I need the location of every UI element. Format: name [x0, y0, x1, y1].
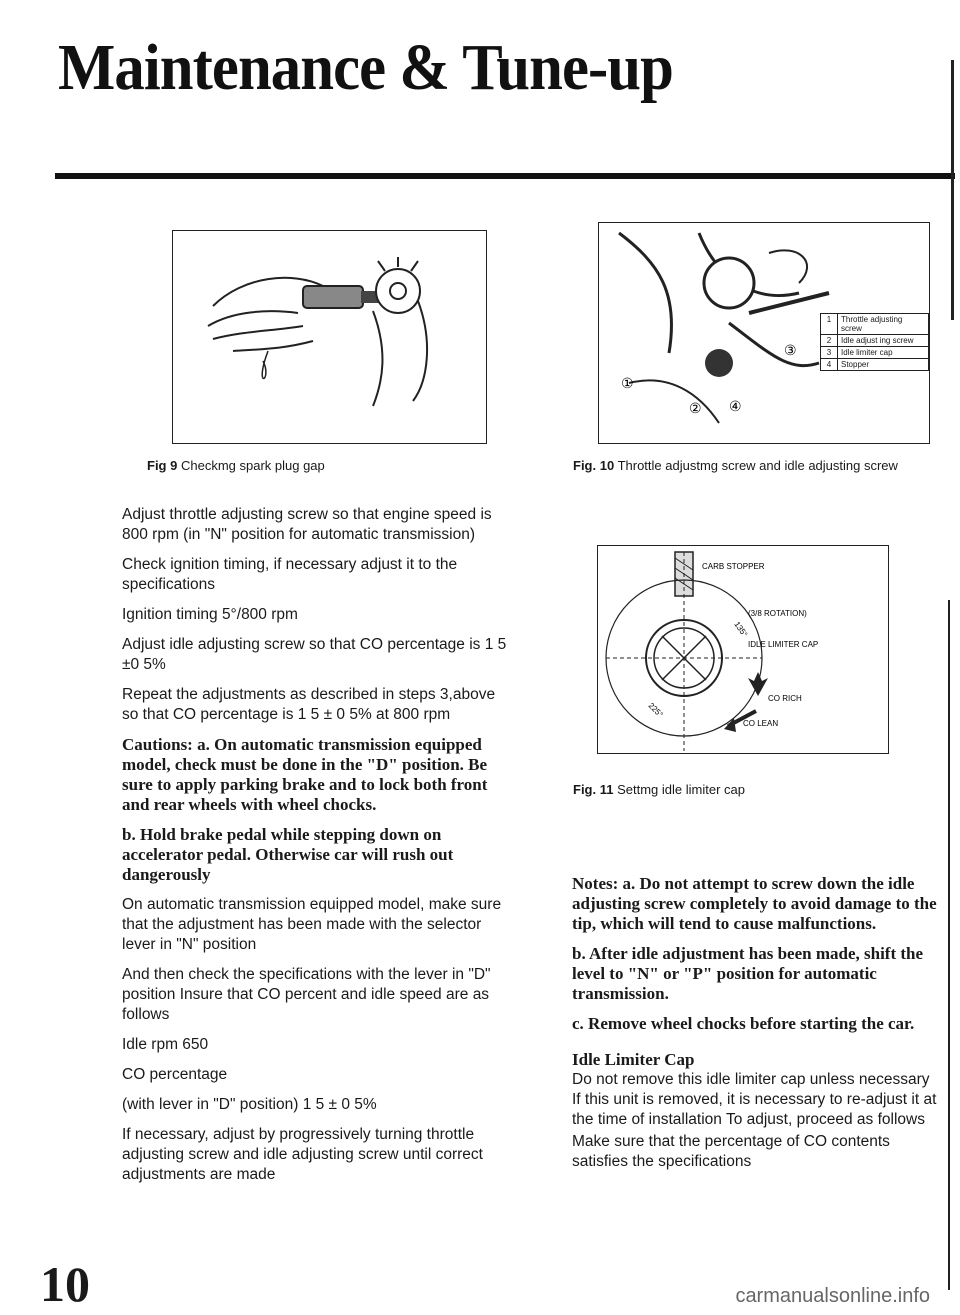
- legend-text: Idle limiter cap: [838, 347, 929, 359]
- page-title: Maintenance & Tune-up: [58, 31, 673, 104]
- fig11-caption: [573, 782, 903, 797]
- paragraph-adjust-throttle: Adjust throttle adjusting screw so that engine speed is 800 rpm (in "N" position for automatic transmission): [122, 506, 492, 543]
- paragraph-co-percentage: CO percentage: [122, 1066, 228, 1083]
- legend-text: Stopper: [838, 359, 929, 371]
- legend-num: 3: [821, 347, 838, 359]
- paragraph-do-not-remove: Do not remove this idle limiter cap unless necessary If this unit is removed, it is necessary to re-adjust it at the time of installation To adjust, proceed as follows: [572, 1071, 937, 1128]
- fig11-illustration: [597, 545, 889, 754]
- watermark: carmanualsonline.info: [735, 1285, 930, 1307]
- fig10-caption: [573, 458, 943, 473]
- fig11-limiter-cap-diagram: [598, 546, 888, 753]
- paragraph-make-sure: Make sure that the percentage of CO contents satisfies the specifications: [572, 1133, 890, 1170]
- legend-text: Idle adjust ing screw: [838, 335, 929, 347]
- title-rule: [55, 173, 955, 179]
- fig9-caption-text: Checkmg spark plug gap: [180, 458, 325, 473]
- paragraph-repeat: Repeat the adjustments as described in steps 3,above so that CO percentage is 1 5 ± 0 5% at 800 rpm: [122, 686, 496, 723]
- right-column: [572, 874, 937, 1182]
- fig10-illustration: [598, 222, 930, 444]
- fig10-callout-4: ④: [729, 398, 742, 414]
- fig10-caption-text: Throttle adjustmg screw and idle adjusting screw: [617, 458, 898, 473]
- fig11-caption-text: Settmg idle limiter cap: [617, 782, 745, 797]
- note-c: c. Remove wheel chocks before starting the car.: [572, 1014, 915, 1033]
- page-edge-shadow-lower: [948, 600, 950, 1290]
- legend-num: 4: [821, 359, 838, 371]
- paragraph-if-necessary: If necessary, adjust by progressively turning throttle adjusting screw and idle adjusting screw until correct adjustments are made: [122, 1126, 483, 1183]
- page-number: 10: [40, 1256, 90, 1312]
- legend-num: 1: [821, 314, 838, 335]
- legend-num: 2: [821, 335, 838, 347]
- legend-row: [821, 359, 929, 371]
- paragraph-ignition-timing: Ignition timing 5°/800 rpm: [122, 606, 298, 623]
- label-carb-stopper: CARB STOPPER: [702, 562, 765, 571]
- paragraph-idle-rpm: Idle rpm 650: [122, 1036, 209, 1053]
- paragraph-check-ignition: Check ignition timing, if necessary adjust it to the specifications: [122, 556, 458, 593]
- caution-b: b. Hold brake pedal while stepping down on accelerator pedal. Otherwise car will rush out dangerously: [122, 825, 454, 884]
- legend-text: Throttle adjusting screw: [838, 314, 929, 335]
- note-a: Notes: a. Do not attempt to screw down the idle adjusting screw completely to avoid damage to the tip, which will tend to cause malfunctions.: [572, 874, 937, 933]
- fig10-legend-table: [820, 313, 929, 371]
- legend-row: [821, 347, 929, 359]
- fig10-callout-2: ②: [689, 400, 702, 416]
- fig9-illustration: [172, 230, 487, 444]
- paragraph-adjust-idle: Adjust idle adjusting screw so that CO percentage is 1 5 ±0 5%: [122, 636, 507, 673]
- label-idle-limiter-cap: IDLE LIMITER CAP: [748, 640, 819, 649]
- label-angle-225: 225°: [646, 701, 665, 720]
- fig9-caption: [147, 458, 477, 473]
- fig9-hands-spark-plug-drawing: [173, 231, 486, 443]
- paragraph-automatic-model: On automatic transmission equipped model, make sure that the adjustment has been made with the selector lever in "N" position: [122, 896, 502, 953]
- paragraph-check-specs: And then check the specifications with the lever in "D" position Insure that CO percent and idle speed are as follows: [122, 966, 491, 1023]
- note-b: b. After idle adjustment has been made, shift the level to "N" or "P" position for automatic transmission.: [572, 944, 924, 1003]
- page-edge-shadow: [951, 60, 954, 320]
- label-rotation: (3/8 ROTATION): [748, 609, 807, 618]
- paragraph-co-value: (with lever in "D" position) 1 5 ± 0 5%: [122, 1096, 377, 1113]
- caution-a: Cautions: a. On automatic transmission equipped model, check must be done in the "D" position. Be sure to apply parking brake and to lock both front and rear wheels with wheel chocks.: [122, 735, 488, 814]
- section-heading-idle-limiter-cap: Idle Limiter Cap: [572, 1050, 695, 1069]
- fig10-callout-1: ①: [621, 375, 634, 391]
- label-co-lean: CO LEAN: [743, 719, 779, 728]
- fig10-caption-label: Fig. 10: [573, 458, 615, 473]
- legend-row: [821, 335, 929, 347]
- legend-row: [821, 314, 929, 335]
- fig10-callout-3: ③: [784, 342, 797, 358]
- label-co-rich: CO RICH: [768, 694, 802, 703]
- label-angle-135: 135°: [732, 619, 750, 639]
- fig11-caption-label: Fig. 11: [573, 782, 614, 797]
- left-column: [122, 505, 515, 1195]
- fig9-caption-label: Fig 9: [147, 458, 178, 473]
